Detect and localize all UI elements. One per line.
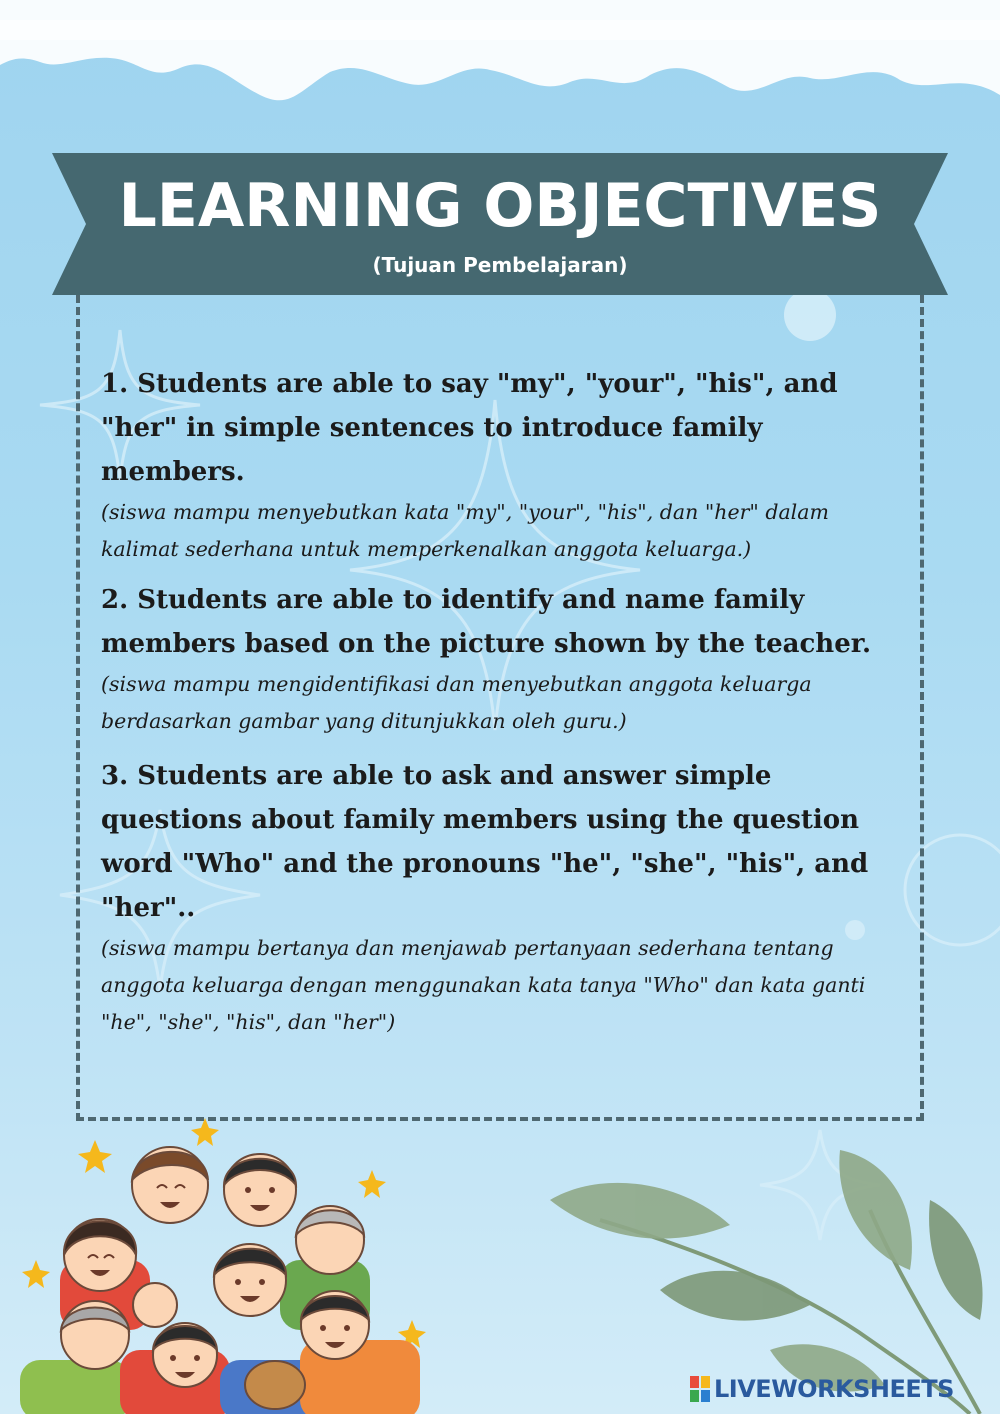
objective-english: 1. Students are able to say "my", "your", "his", and "her" in simple sentences to introduce family members. (101, 369, 838, 487)
objective-indonesian: (siswa mampu mengidentifikasi dan menyebutkan anggota keluarga berdasarkan gambar yang ditunjukkan oleh guru.) (101, 672, 812, 733)
brand-label: LIVEWORKSHEETS (714, 1375, 954, 1403)
objective-item (101, 578, 901, 740)
objective-indonesian: (siswa mampu menyebutkan kata "my", "your", "his", dan "her" dalam kalimat sederhana untuk memperkenalkan anggota keluarga.) (101, 500, 829, 561)
page-subtitle: (Tujuan Pembelajaran) (372, 253, 628, 277)
liveworksheets-logo-icon (690, 1376, 710, 1402)
liveworksheets-brand (690, 1374, 954, 1404)
objective-english: 3. Students are able to ask and answer simple questions about family members using the question word "Who" and the pronouns "he", "she", "his", and "her".. (101, 761, 869, 923)
objective-english: 2. Students are able to identify and name family members based on the picture shown by the teacher. (101, 585, 872, 659)
title-banner (52, 153, 948, 295)
objective-item (101, 754, 901, 1041)
leaves-icon (540, 1140, 1000, 1414)
page-title: LEARNING OBJECTIVES (118, 171, 882, 241)
objective-item (101, 362, 901, 568)
objectives-list (101, 362, 901, 1041)
objective-indonesian: (siswa mampu bertanya dan menjawab pertanyaan sederhana tentang anggota keluarga dengan menggunakan kata tanya "Who" dan kata ganti "he", "she", "his", dan "her") (101, 936, 866, 1034)
family-illustration-icon (0, 1110, 470, 1414)
